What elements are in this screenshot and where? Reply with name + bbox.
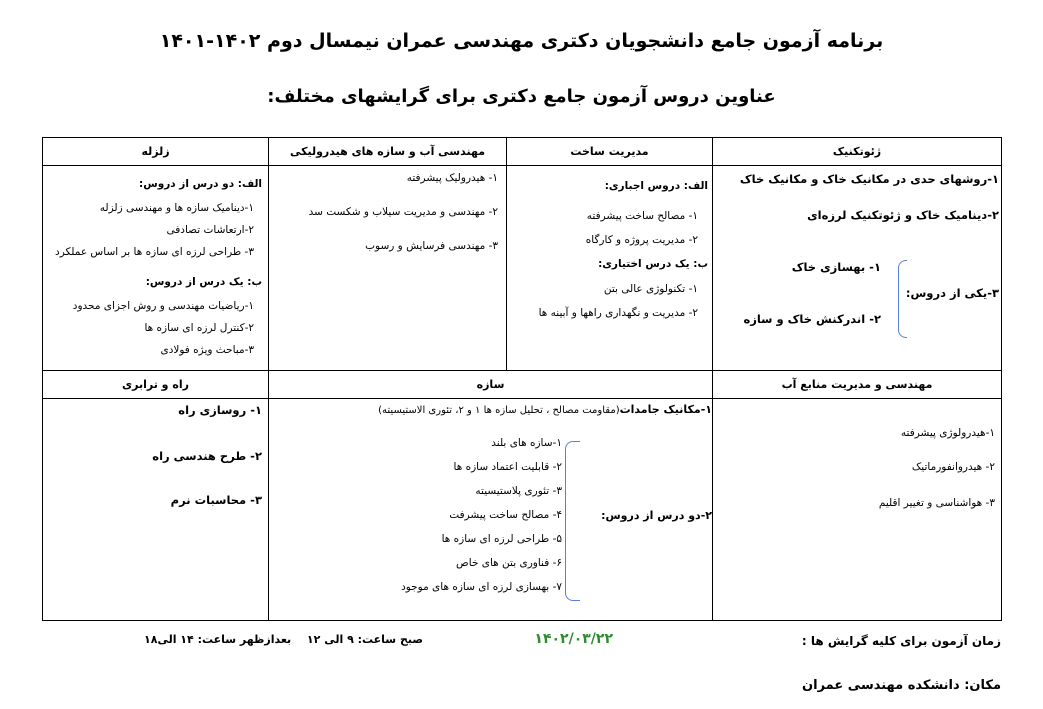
structure-course-2: ۲-دو درس از دروس:: [601, 509, 712, 522]
earthquake-item: ۳-مباحث ویژه فولادی: [160, 344, 254, 356]
geotech-option-1: ۱- بهسازی خاک: [791, 260, 881, 274]
afternoon-time: بعدازظهر ساعت: ۱۴ الی۱۸: [144, 633, 292, 646]
water-resources-course: ۳- هواشناسی و تغییر اقلیم: [878, 497, 995, 509]
exam-time-label: زمان آزمون برای کلیه گرایش ها :: [801, 634, 1001, 648]
earthquake-item: ۱-ریاضیات مهندسی و روش اجزای محدود: [72, 300, 254, 312]
header-geotechnics: ژئوتکنیک: [713, 138, 1002, 166]
road-course: ۲- طرح هندسی راه: [152, 449, 262, 463]
header-road-transport: راه و ترابری: [43, 371, 269, 399]
page-title: برنامه آزمون جامع دانشجویان دکتری مهندسی عمران نیمسال دوم ۱۴۰۲-۱۴۰۱: [159, 30, 884, 52]
water-resources-course: ۲- هیدروانفورماتیک: [911, 461, 995, 473]
morning-time: صبح ساعت: ۹ الی ۱۲: [306, 633, 423, 646]
structure-option: ۷- بهسازی لرزه ای سازه های موجود: [401, 581, 562, 593]
water-course: ۲- مهندسی و مدیریت سیلاب و شکست سد: [308, 206, 498, 218]
header-earthquake: زلزله: [43, 138, 269, 166]
earthquake-item: ۲-کنترل لرزه ای سازه ها: [144, 322, 254, 334]
structure-course-1-title: ۱-مکانیک جامدات: [619, 403, 712, 416]
water-course: ۱- هیدرولیک پیشرفته: [406, 172, 498, 184]
page-subtitle: عناوین دروس آزمون جامع دکتری برای گرایشهای مختلف:: [267, 86, 776, 107]
cell-road-transport: [43, 399, 269, 621]
cell-earthquake: [43, 166, 269, 371]
geotech-course-3: ۳-یکی از دروس:: [905, 286, 999, 300]
bracket: [565, 441, 580, 601]
road-course: ۱- روسازی راه: [178, 403, 262, 417]
water-resources-course: ۱-هیدرولوژی پیشرفته: [900, 427, 995, 439]
header-structure: سازه: [269, 371, 713, 399]
earthquake-item: ۲-ارتعاشات تصادفی: [166, 224, 254, 236]
earthquake-group-b-title: ب: یک درس از دروس:: [145, 276, 262, 288]
exam-location: مکان: دانشکده مهندسی عمران: [802, 678, 1001, 693]
construction-item: ۱- مصالح ساخت پیشرفته: [586, 210, 698, 222]
exam-date: ۱۴۰۲/۰۳/۲۲: [534, 631, 613, 647]
earthquake-group-a-title: الف: دو درس از دروس:: [139, 178, 262, 190]
structure-course-1: [378, 403, 712, 416]
construction-mandatory-title: الف: دروس اجباری:: [604, 180, 708, 192]
header-water-resources: مهندسی و مدیریت منابع آب: [713, 371, 1002, 399]
geotech-course-1: ۱-روشهای حدی در مکانیک خاک و مکانیک خاک: [739, 172, 999, 186]
cell-construction-management: [507, 166, 713, 371]
geotech-option-2: ۲- اندرکنش خاک و سازه: [743, 312, 881, 326]
header-construction-management: مدیریت ساخت: [507, 138, 713, 166]
structure-option: ۴- مصالح ساخت پیشرفت: [449, 509, 562, 521]
bracket: [898, 260, 907, 338]
structure-course-1-detail: (مقاومت مصالح ، تحلیل سازه ها ۱ و ۲، تئوری الاستیسیته): [378, 405, 620, 416]
structure-option: ۵- طراحی لرزه ای سازه ها: [441, 533, 562, 545]
construction-item: ۲- مدیریت پروژه و کارگاه: [585, 234, 698, 246]
cell-geotechnics: [713, 166, 1002, 371]
courses-table: [42, 137, 1002, 621]
road-course: ۳- محاسبات نرم: [170, 493, 262, 507]
geotech-course-2: ۲-دینامیک خاک و ژئوتکنیک لرزه‌ای: [807, 208, 999, 222]
earthquake-item: ۱-دینامیک سازه ها و مهندسی زلزله: [99, 202, 254, 214]
construction-item: ۱- تکنولوژی عالی بتن: [603, 283, 698, 295]
cell-water-hydraulic: [269, 166, 507, 371]
cell-water-resources: [713, 399, 1002, 621]
structure-option: ۳- تئوری پلاستیسیته: [475, 485, 562, 497]
water-course: ۳- مهندسی فرسایش و رسوب: [365, 240, 498, 252]
earthquake-item: ۳- طراحی لرزه ای سازه ها بر اساس عملکرد: [55, 246, 254, 258]
structure-option: ۶- فناوری بتن های خاص: [456, 557, 562, 569]
construction-elective-title: ب: یک درس اختیاری:: [598, 258, 708, 270]
cell-structure: [269, 399, 713, 621]
construction-item: ۲- مدیریت و نگهداری راهها و آبینه ها: [538, 307, 698, 319]
header-water-hydraulic: مهندسی آب و سازه های هیدرولیکی: [269, 138, 507, 166]
structure-option: ۲- قابلیت اعتماد سازه ها: [453, 461, 562, 473]
structure-option: ۱-سازه های بلند: [491, 437, 562, 449]
